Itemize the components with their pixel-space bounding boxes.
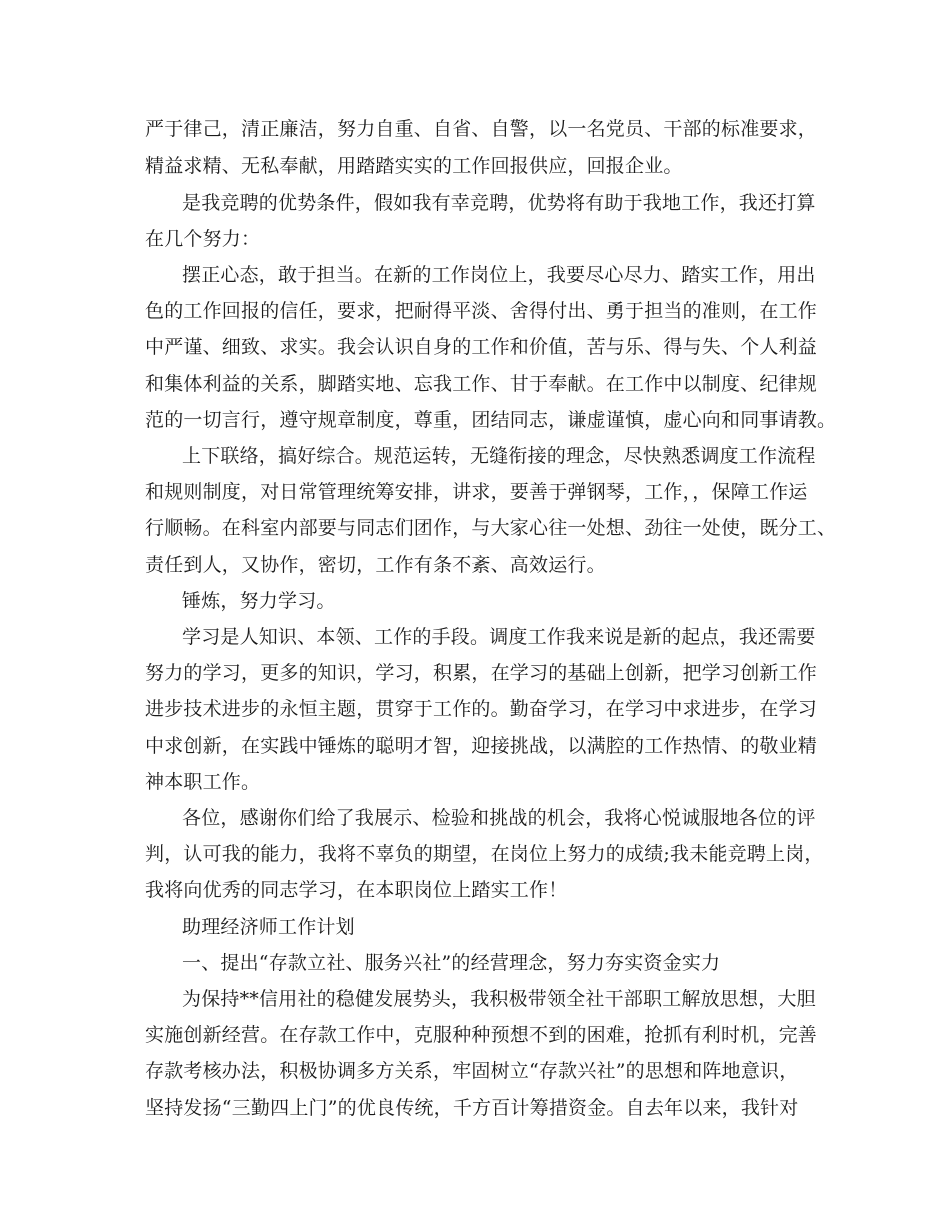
text-line: 坚持发扬“三勤四上门”的优良传统，千方百计筹措资金。自去年以来，我针对	[145, 1097, 799, 1119]
paragraph-start: 是我竞聘的优势条件，假如我有幸竞聘，优势将有助于我地工作，我还打算	[182, 192, 816, 214]
text-line: 范的一切言行，遵守规章制度，尊重，团结同志，谦虚谨慎，虚心向和同事请教。	[145, 409, 837, 431]
paragraph-start: 学习是人知识、本领、工作的手段。调度工作我来说是新的起点，我还需要	[182, 626, 816, 648]
text-line: 努力的学习，更多的知识，学习，积累，在学习的基础上创新，把学习创新工作	[145, 662, 818, 684]
text-line: 实施创新经营。在存款工作中，克服种种预想不到的困难，抢抓有利时机，完善	[145, 1024, 818, 1046]
section-subheading: 一、提出“存款立社、服务兴社”的经营理念，努力夯实资金实力	[182, 952, 721, 974]
text-line: 色的工作回报的信任，要求，把耐得平淡、舍得付出、勇于担当的准则，在工作	[145, 300, 818, 322]
paragraph-start: 为保持**信用社的稳健发展势头，我积极带领全社干部职工解放思想，大胆	[182, 988, 816, 1010]
text-line: 和集体利益的关系，脚踏实地、忘我工作、甘于奉献。在工作中以制度、纪律规	[145, 373, 818, 395]
text-line: 行顺畅。在科室内部要与同志们团作，与大家心往一处想、劲往一处使，既分工、	[145, 517, 837, 539]
text-line: 判，认可我的能力，我将不辜负的期望，在岗位上努力的成绩;我未能竞聘上岗，	[145, 843, 824, 865]
text-line: 存款考核办法，积极协调多方关系，牢固树立“存款兴社”的思想和阵地意识，	[145, 1060, 799, 1082]
paragraph-start: 摆正心态，敢于担当。在新的工作岗位上，我要尽心尽力、踏实工作，用出	[182, 264, 816, 286]
text-line: 中求创新，在实践中锤炼的聪明才智，迎接挑战，以满腔的工作热情、的敬业精	[145, 735, 818, 757]
paragraph-start: 各位，感谢你们给了我展示、检验和挑战的机会，我将心悦诚服地各位的评	[182, 807, 816, 829]
text-line: 神本职工作。	[145, 771, 261, 793]
text-line: 中严谨、细致、求实。我会认识自身的工作和价值，苦与乐、得与失、个人利益	[145, 336, 818, 358]
text-line: 我将向优秀的同志学习，在本职岗位上踏实工作！	[145, 879, 568, 901]
text-line: 在几个努力：	[145, 228, 261, 250]
paragraph-start: 上下联络，搞好综合。规范运转，无缝衔接的理念，尽快熟悉调度工作流程	[182, 445, 816, 467]
text-line: 严于律己，清正廉洁，努力自重、自省、自警，以一名党员、干部的标准要求，	[145, 118, 818, 140]
text-line: 责任到人，又协作，密切，工作有条不紊、高效运行。	[145, 554, 606, 576]
section-heading: 助理经济师工作计划	[182, 916, 355, 938]
text-line: 和规则制度，对日常管理统筹安排，讲求，要善于弹钢琴，工作，，保障工作运	[145, 481, 808, 503]
text-line: 精益求精、无私奉献，用踏踏实实的工作回报供应，回报企业。	[145, 155, 683, 177]
paragraph-start: 锤炼，努力学习。	[182, 590, 336, 612]
text-line: 进步技术进步的永恒主题，贯穿于工作的。勤奋学习，在学习中求进步，在学习	[145, 698, 818, 720]
